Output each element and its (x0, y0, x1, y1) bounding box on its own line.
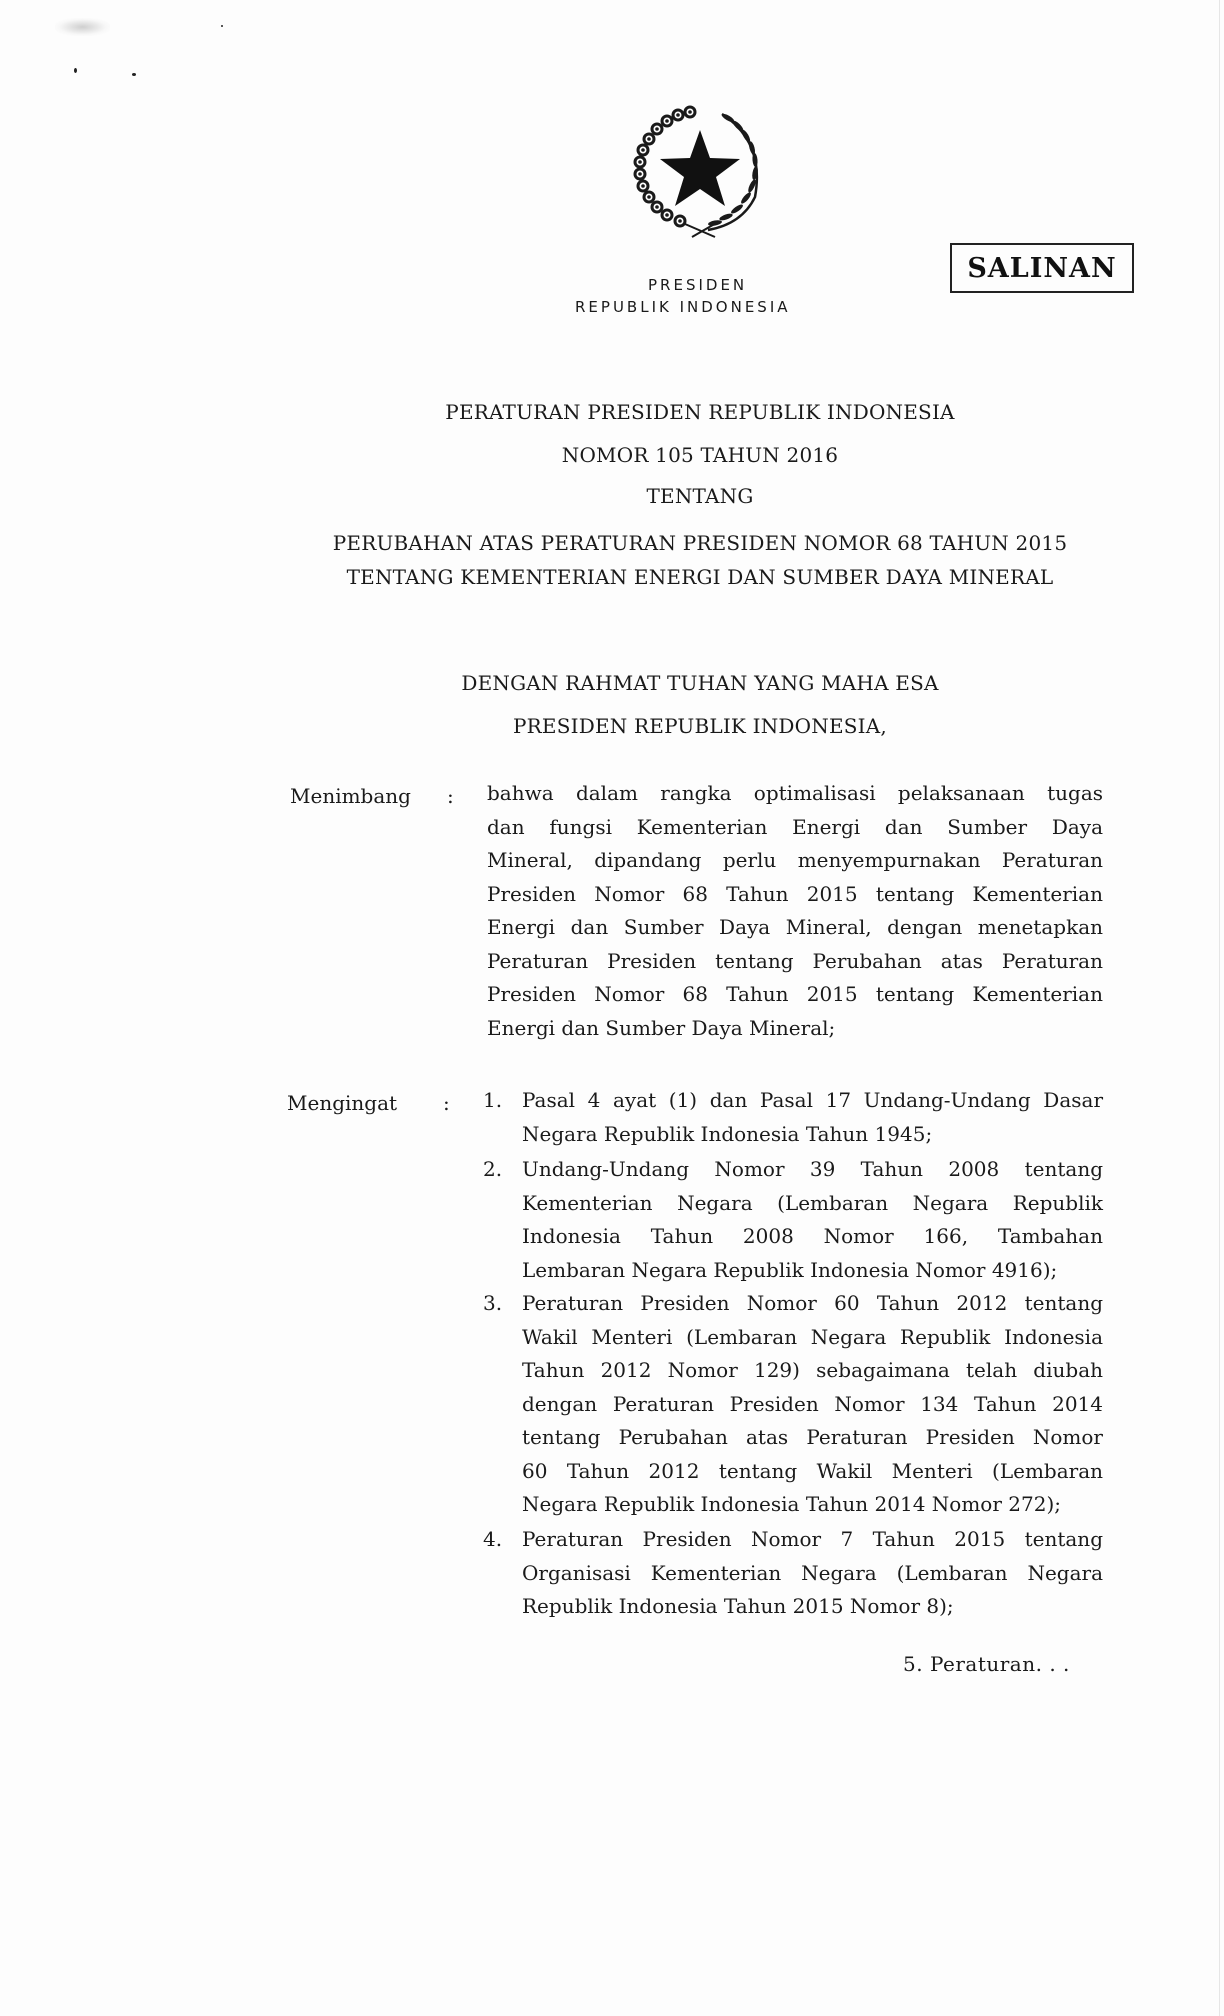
text-line: dengan Peraturan Presiden Nomor 134 Tahun 2014 (522, 1391, 1103, 1416)
letterhead-presiden: PRESIDEN (648, 276, 748, 294)
scan-speck (221, 25, 223, 27)
text-line: Republik Indonesia Tahun 2015 Nomor 8); (522, 1594, 954, 1618)
text-line: Tahun 2012 Nomor 129) sebagaimana telah diubah (522, 1358, 1103, 1382)
letterhead-republik-indonesia: REPUBLIK INDONESIA (575, 298, 791, 316)
text-line: Peraturan Presiden Nomor 60 Tahun 2012 tentang (522, 1291, 1103, 1315)
text-line: Indonesia Tahun 2008 Nomor 166, Tambahan (522, 1224, 1103, 1248)
text-line: Wakil Menteri (Lembaran Negara Republik Indonesia (522, 1324, 1103, 1349)
text-line: Peraturan Presiden tentang Perubahan atas Peraturan (487, 948, 1103, 973)
item-number: 2. (483, 1157, 503, 1181)
text-line: Negara Republik Indonesia Tahun 2014 Nomor 272); (522, 1492, 1061, 1516)
item-number: 3. (483, 1291, 503, 1315)
regulation-number-heading: NOMOR 105 TAHUN 2016 (561, 443, 839, 467)
preamble-invocation: DENGAN RAHMAT TUHAN YANG MAHA ESA (461, 671, 939, 695)
presidential-emblem-icon (630, 102, 770, 242)
text-line: Lembaran Negara Republik Indonesia Nomor 4916); (522, 1257, 1058, 1282)
preamble-president: PRESIDEN REPUBLIK INDONESIA, (513, 714, 887, 738)
text-line: Energi dan Sumber Daya Mineral, dengan menetapkan (487, 915, 1103, 939)
text-line: Peraturan Presiden Nomor 7 Tahun 2015 tentang (522, 1527, 1103, 1551)
scan-edge-line (1219, 0, 1220, 2016)
mengingat-colon: : (443, 1091, 450, 1115)
text-line: Presiden Nomor 68 Tahun 2015 tentang Kementerian (487, 982, 1103, 1006)
text-line: Negara Republik Indonesia Tahun 1945; (522, 1121, 933, 1146)
salinan-stamp: SALINAN (950, 243, 1134, 293)
scan-smudge (55, 18, 110, 36)
scan-speck (132, 73, 136, 76)
text-line: Kementerian Negara (Lembaran Negara Republik (522, 1190, 1103, 1215)
text-line: bahwa dalam rangka optimalisasi pelaksanaan tugas (487, 781, 1103, 805)
text-line: Undang-Undang Nomor 39 Tahun 2008 tentang (522, 1157, 1103, 1181)
regulation-subject-line-2: TENTANG KEMENTERIAN ENERGI DAN SUMBER DAYA MINERAL (346, 565, 1054, 589)
menimbang-label: Menimbang (290, 784, 411, 808)
text-line: Energi dan Sumber Daya Mineral; (487, 1015, 836, 1040)
page-continuation-catchword: 5. Peraturan. . . (903, 1652, 1070, 1676)
text-line: Presiden Nomor 68 Tahun 2015 tentang Kementerian (487, 881, 1103, 906)
text-line: Organisasi Kementerian Negara (Lembaran Negara (522, 1560, 1103, 1585)
menimbang-paragraph (487, 777, 1103, 1045)
text-line: dan fungsi Kementerian Energi dan Sumber Daya (487, 814, 1103, 839)
text-line: tentang Perubahan atas Peraturan Presiden Nomor (522, 1425, 1103, 1449)
text-line: 60 Tahun 2012 tentang Wakil Menteri (Lembaran (522, 1458, 1103, 1483)
tentang-heading: TENTANG (646, 484, 754, 508)
regulation-type-heading: PERATURAN PRESIDEN REPUBLIK INDONESIA (445, 400, 955, 424)
item-number: 1. (483, 1088, 503, 1112)
mengingat-label: Mengingat (287, 1091, 398, 1115)
scan-speck (74, 68, 77, 73)
text-line: Mineral, dipandang perlu menyempurnakan Peraturan (487, 848, 1103, 872)
regulation-subject-line-1: PERUBAHAN ATAS PERATURAN PRESIDEN NOMOR 68 TAHUN 2015 (332, 531, 1068, 555)
menimbang-colon: : (447, 784, 454, 808)
item-number: 4. (483, 1527, 503, 1551)
text-line: Pasal 4 ayat (1) dan Pasal 17 Undang-Undang Dasar (522, 1088, 1103, 1112)
